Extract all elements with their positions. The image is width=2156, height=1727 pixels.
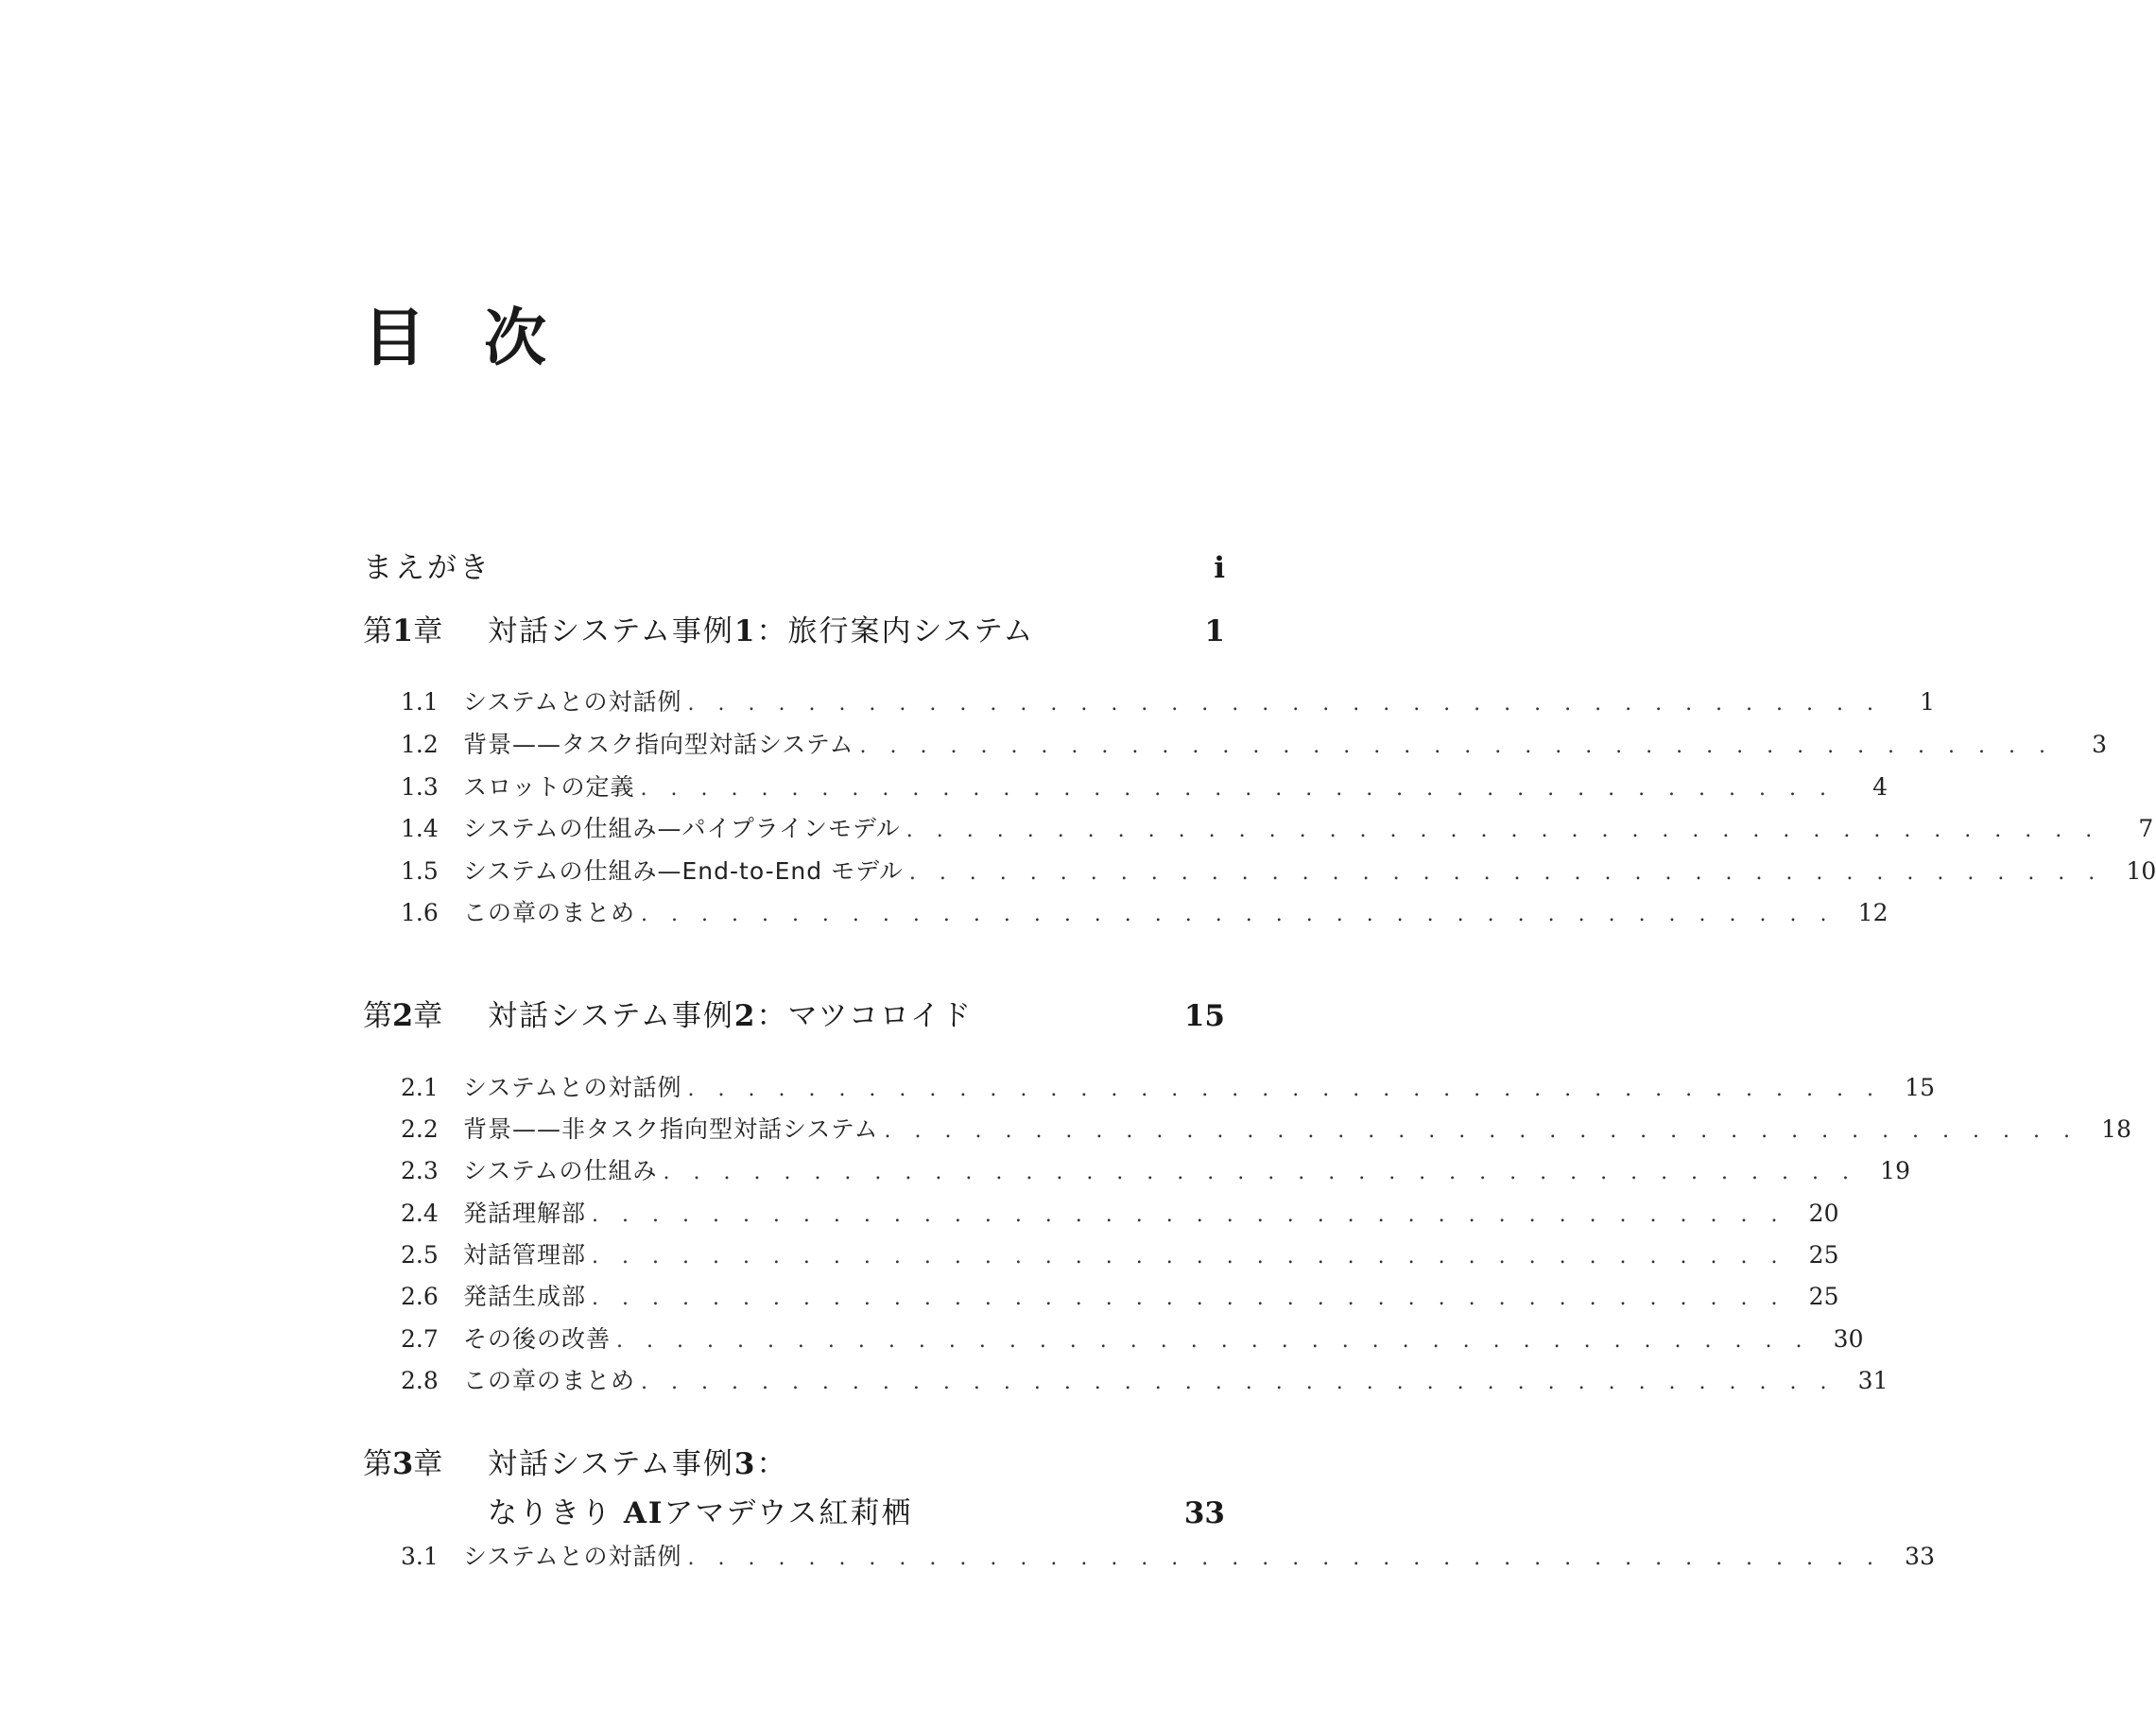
dot-leader: . . . . . . . . . . . . . . . . . . . . . . . . . . . . . . . . . . . . . . . . — [908, 861, 2104, 885]
dot-leader: . . . . . . . . . . . . . . . . . . . . . . . . . . . . . . . . . . . . . . . . — [859, 734, 2054, 758]
section-entry[interactable] — [401, 1278, 1839, 1316]
section-title: システムとの対話例 — [463, 1074, 682, 1101]
section-title: 発話生成部 — [463, 1283, 587, 1310]
chapter-title: 対話システム事例3： — [488, 1447, 788, 1481]
dot-leader: . . . . . . . . . . . . . . . . . . . . . . . . . . . . . . . . . . . . . . . . — [687, 692, 1882, 716]
chapter-3-heading-line2[interactable] — [488, 1489, 1225, 1534]
section-title: システムの仕組み — [463, 1157, 658, 1184]
section-entry[interactable] — [401, 810, 2154, 848]
section-page: 1 — [1920, 688, 1935, 716]
section-page: 12 — [1857, 899, 1889, 926]
chapter-subtitle: なりきり AIアマデウス紅莉栖 — [488, 1496, 913, 1530]
section-page: 4 — [1872, 773, 1888, 801]
section-number: 2.2 — [401, 1115, 439, 1143]
section-page: 19 — [1880, 1157, 1910, 1184]
section-number: 1.5 — [401, 857, 439, 885]
dot-leader: . . . . . . . . . . . . . . . . . . . . . . . . . . . . . . . . . . . . . . . . — [592, 1245, 1786, 1269]
dot-leader: . . . . . . . . . . . . . . . . . . . . . . . . . . . . . . . . . . . . . . . . — [663, 1161, 1857, 1184]
section-number: 1.4 — [401, 815, 439, 842]
section-entry[interactable] — [401, 894, 1889, 932]
section-title: システムの仕組み—End-to-End モデル — [463, 857, 904, 885]
dot-leader: . . . . . . . . . . . . . . . . . . . . . . . . . . . . . . . . . . . . . . . . — [906, 819, 2101, 842]
section-title: 背景——非タスク指向型対話システム — [463, 1115, 879, 1143]
section-entry[interactable] — [401, 1069, 1935, 1107]
chapter-number: 第3章 — [363, 1445, 443, 1481]
section-title: この章のまとめ — [463, 899, 636, 926]
chapter-page: 15 — [1183, 999, 1225, 1033]
section-title: システムとの対話例 — [463, 1543, 682, 1570]
section-title: システムの仕組み—パイプラインモデル — [463, 815, 901, 842]
section-page: 31 — [1857, 1367, 1889, 1394]
chapter-3-heading[interactable] — [363, 1440, 1225, 1485]
dot-leader: . . . . . . . . . . . . . . . . . . . . . . . . . . . . . . . . . . . . . . . . — [884, 1119, 2078, 1143]
preface-page: i — [1214, 551, 1225, 585]
chapter-number: 第2章 — [363, 997, 443, 1033]
section-page: 30 — [1833, 1325, 1864, 1353]
section-title: スロットの定義 — [463, 773, 635, 801]
chapter-2-heading[interactable] — [363, 992, 1225, 1037]
chapter-1-heading[interactable] — [363, 607, 1225, 652]
page-title: 目次 — [363, 302, 605, 374]
section-page: 18 — [2101, 1115, 2131, 1143]
section-entry[interactable] — [401, 1362, 1889, 1400]
section-number: 2.5 — [401, 1241, 439, 1269]
toc-entry-preface[interactable] — [363, 544, 1225, 585]
section-number: 1.6 — [401, 899, 439, 926]
chapter-page: 33 — [1183, 1496, 1225, 1530]
section-number: 2.4 — [401, 1200, 439, 1227]
section-page: 15 — [1905, 1074, 1935, 1101]
section-page: 33 — [1905, 1543, 1935, 1570]
section-entry[interactable] — [401, 726, 2107, 764]
dot-leader: . . . . . . . . . . . . . . . . . . . . . . . . . . . . . . . . . . . . . . . . — [687, 1078, 1882, 1101]
section-number: 2.6 — [401, 1283, 439, 1310]
dot-leader: . . . . . . . . . . . . . . . . . . . . . . . . . . . . . . . . . . . . . . . . — [641, 903, 1836, 926]
section-number: 2.8 — [401, 1367, 439, 1394]
section-entry[interactable] — [401, 769, 1888, 806]
section-entry[interactable] — [401, 853, 2156, 890]
section-entry[interactable] — [401, 1538, 1935, 1576]
chapter-title: 対話システム事例2：マツコロイド — [488, 999, 974, 1033]
section-entry[interactable] — [401, 1321, 1864, 1358]
section-entry[interactable] — [401, 1152, 1910, 1190]
section-title: 背景——タスク指向型対話システム — [463, 731, 854, 758]
section-page: 3 — [2092, 731, 2107, 758]
section-entry[interactable] — [401, 1111, 2131, 1148]
dot-leader: . . . . . . . . . . . . . . . . . . . . . . . . . . . . . . . . . . . . . . . . — [640, 777, 1835, 801]
section-page: 7 — [2138, 815, 2154, 842]
section-entry[interactable] — [401, 1236, 1839, 1274]
section-title: その後の改善 — [463, 1325, 612, 1353]
section-number: 2.3 — [401, 1157, 439, 1184]
section-page: 20 — [1808, 1200, 1839, 1227]
section-title: 対話管理部 — [463, 1241, 587, 1269]
section-number: 1.1 — [401, 688, 439, 716]
section-number: 3.1 — [401, 1543, 439, 1570]
chapter-title: 対話システム事例1：旅行案内システム — [488, 614, 1035, 648]
section-entry[interactable] — [401, 1195, 1839, 1233]
dot-leader: . . . . . . . . . . . . . . . . . . . . . . . . . . . . . . . . . . . . . . . . — [592, 1203, 1786, 1227]
section-number: 2.7 — [401, 1325, 439, 1353]
section-page: 25 — [1808, 1241, 1839, 1269]
section-title: システムとの対話例 — [463, 688, 682, 716]
section-page: 10 — [2126, 857, 2156, 885]
section-number: 1.3 — [401, 773, 439, 801]
dot-leader: . . . . . . . . . . . . . . . . . . . . . . . . . . . . . . . . . . . . . . . . — [592, 1287, 1786, 1310]
section-entry[interactable] — [401, 683, 1935, 721]
section-number: 2.1 — [401, 1074, 439, 1101]
chapter-page: 1 — [1204, 614, 1225, 648]
dot-leader: . . . . . . . . . . . . . . . . . . . . . . . . . . . . . . . . . . . . . . . . — [687, 1546, 1882, 1570]
section-number: 1.2 — [401, 731, 439, 758]
section-title: 発話理解部 — [463, 1200, 587, 1227]
section-page: 25 — [1808, 1283, 1839, 1310]
preface-label: まえがき — [363, 551, 492, 585]
section-title: この章のまとめ — [463, 1367, 636, 1394]
dot-leader: . . . . . . . . . . . . . . . . . . . . . . . . . . . . . . . . . . . . . . . . — [616, 1329, 1811, 1353]
dot-leader: . . . . . . . . . . . . . . . . . . . . . . . . . . . . . . . . . . . . . . . . — [641, 1371, 1836, 1394]
chapter-number: 第1章 — [363, 613, 443, 648]
